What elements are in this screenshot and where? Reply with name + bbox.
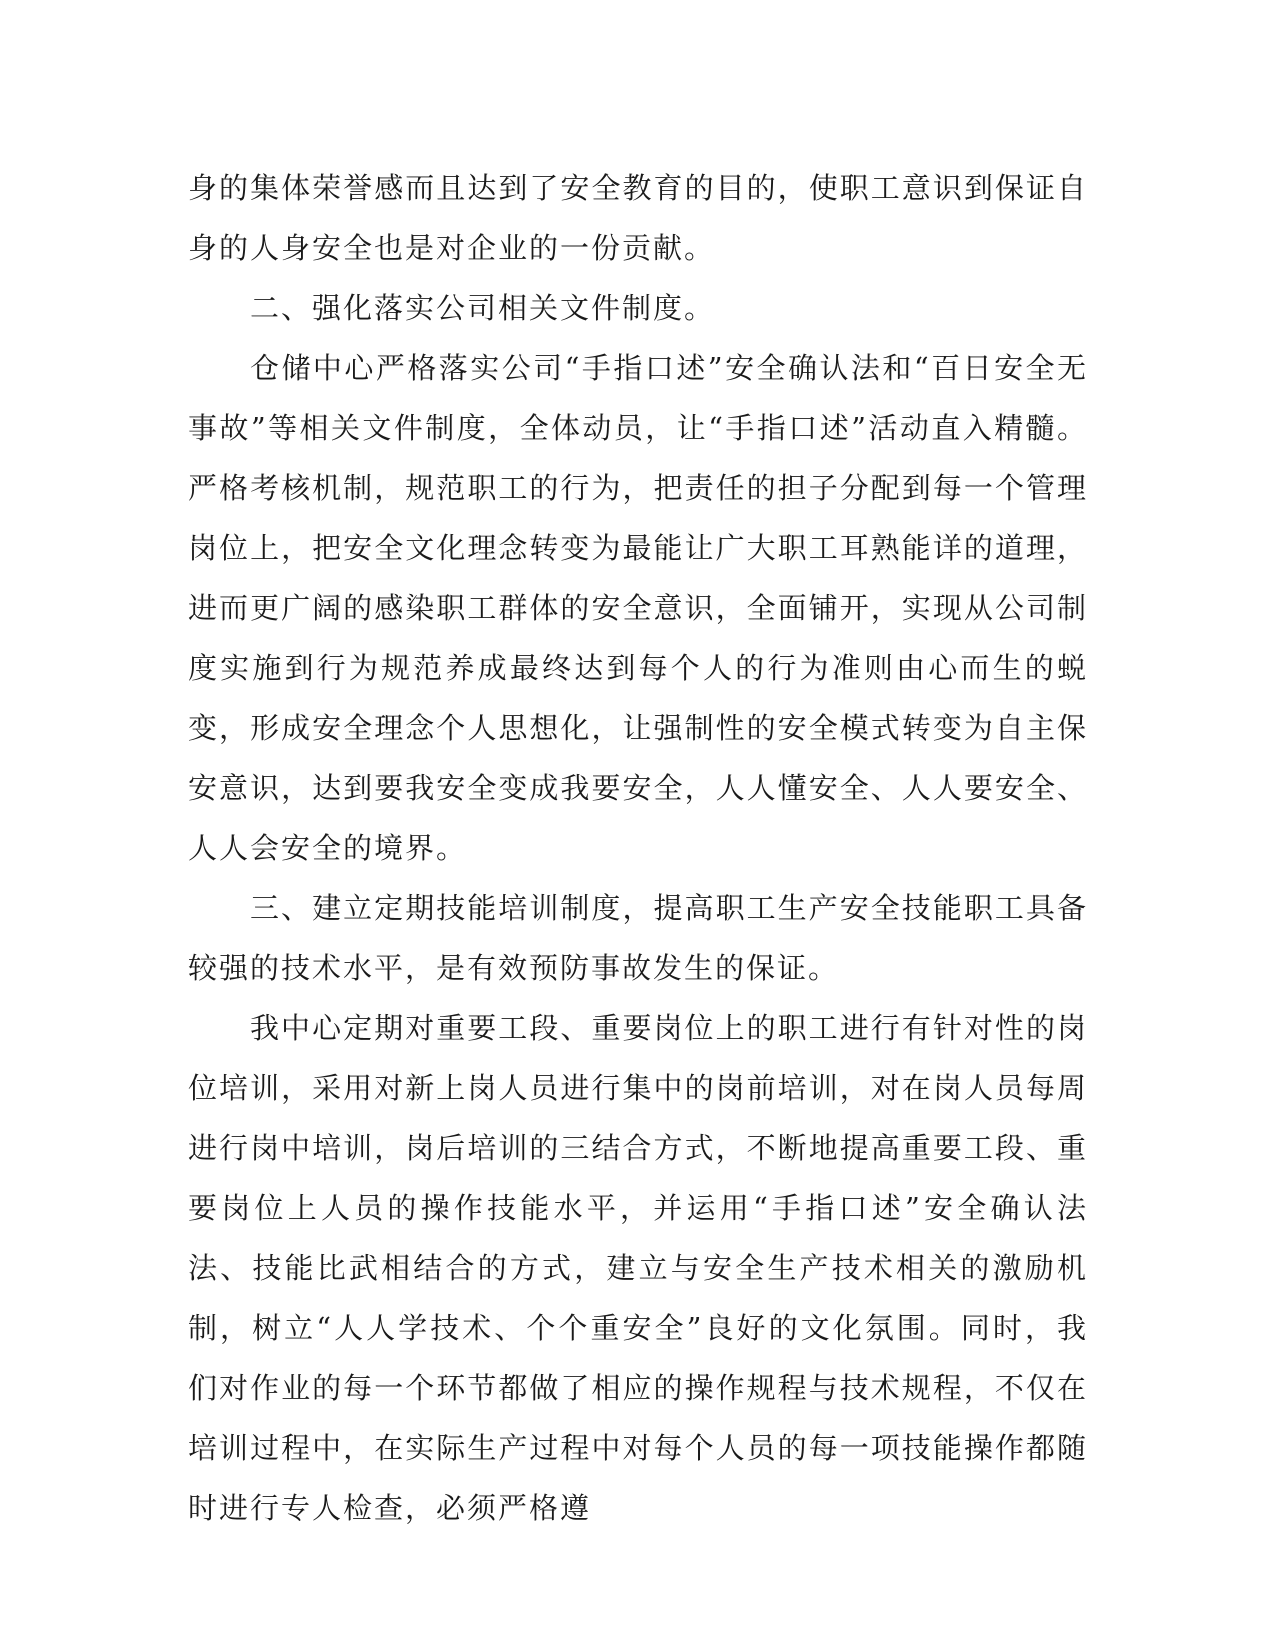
- paragraph-continuation: 身的集体荣誉感而且达到了安全教育的目的，使职工意识到保证自身的人身安全也是对企业的一份贡献。: [188, 171, 1088, 265]
- paragraph-skill-training: 我中心定期对重要工段、重要岗位上的职工进行有针对性的岗位培训，采用对新上岗人员进行集中的岗前培训，对在岗人员每周进行岗中培训，岗后培训的三结合方式，不断地提高重要工段、重要岗位上人员的操作技能水平，并运用“手指口述”安全确认法法、技能比武相结合的方式，建立与安全生产技术相关的激励机制，树立“人人学技术、个个重安全”良好的文化氛围。同时，我们对作业的每一个环节都做了相应的操作规程与技术规程，不仅在培训过程中，在实际生产过程中对每个人员的每一项技能操作都随时进行专人检查，必须严格遵: [188, 1011, 1088, 1525]
- section-heading-3: 三、建立定期技能培训制度，提高职工生产安全技能职工具备较强的技术水平，是有效预防事故发生的保证。: [188, 891, 1088, 985]
- paragraph-safety-confirmation: 仓储中心严格落实公司“手指口述”安全确认法和“百日安全无事故”等相关文件制度，全体动员，让“手指口述”活动直入精髓。严格考核机制，规范职工的行为，把责任的担子分配到每一个管理岗位上，把安全文化理念转变为最能让广大职工耳熟能详的道理，进而更广阔的感染职工群体的安全意识，全面铺开，实现从公司制度实施到行为规范养成最终达到每个人的行为准则由心而生的蜕变，形成安全理念个人思想化，让强制性的安全模式转变为自主保安意识，达到要我安全变成我要安全，人人懂安全、人人要安全、人人会安全的境界。: [188, 351, 1088, 865]
- document-body: [188, 158, 1088, 1538]
- section-heading-2: 二、强化落实公司相关文件制度。: [250, 291, 716, 325]
